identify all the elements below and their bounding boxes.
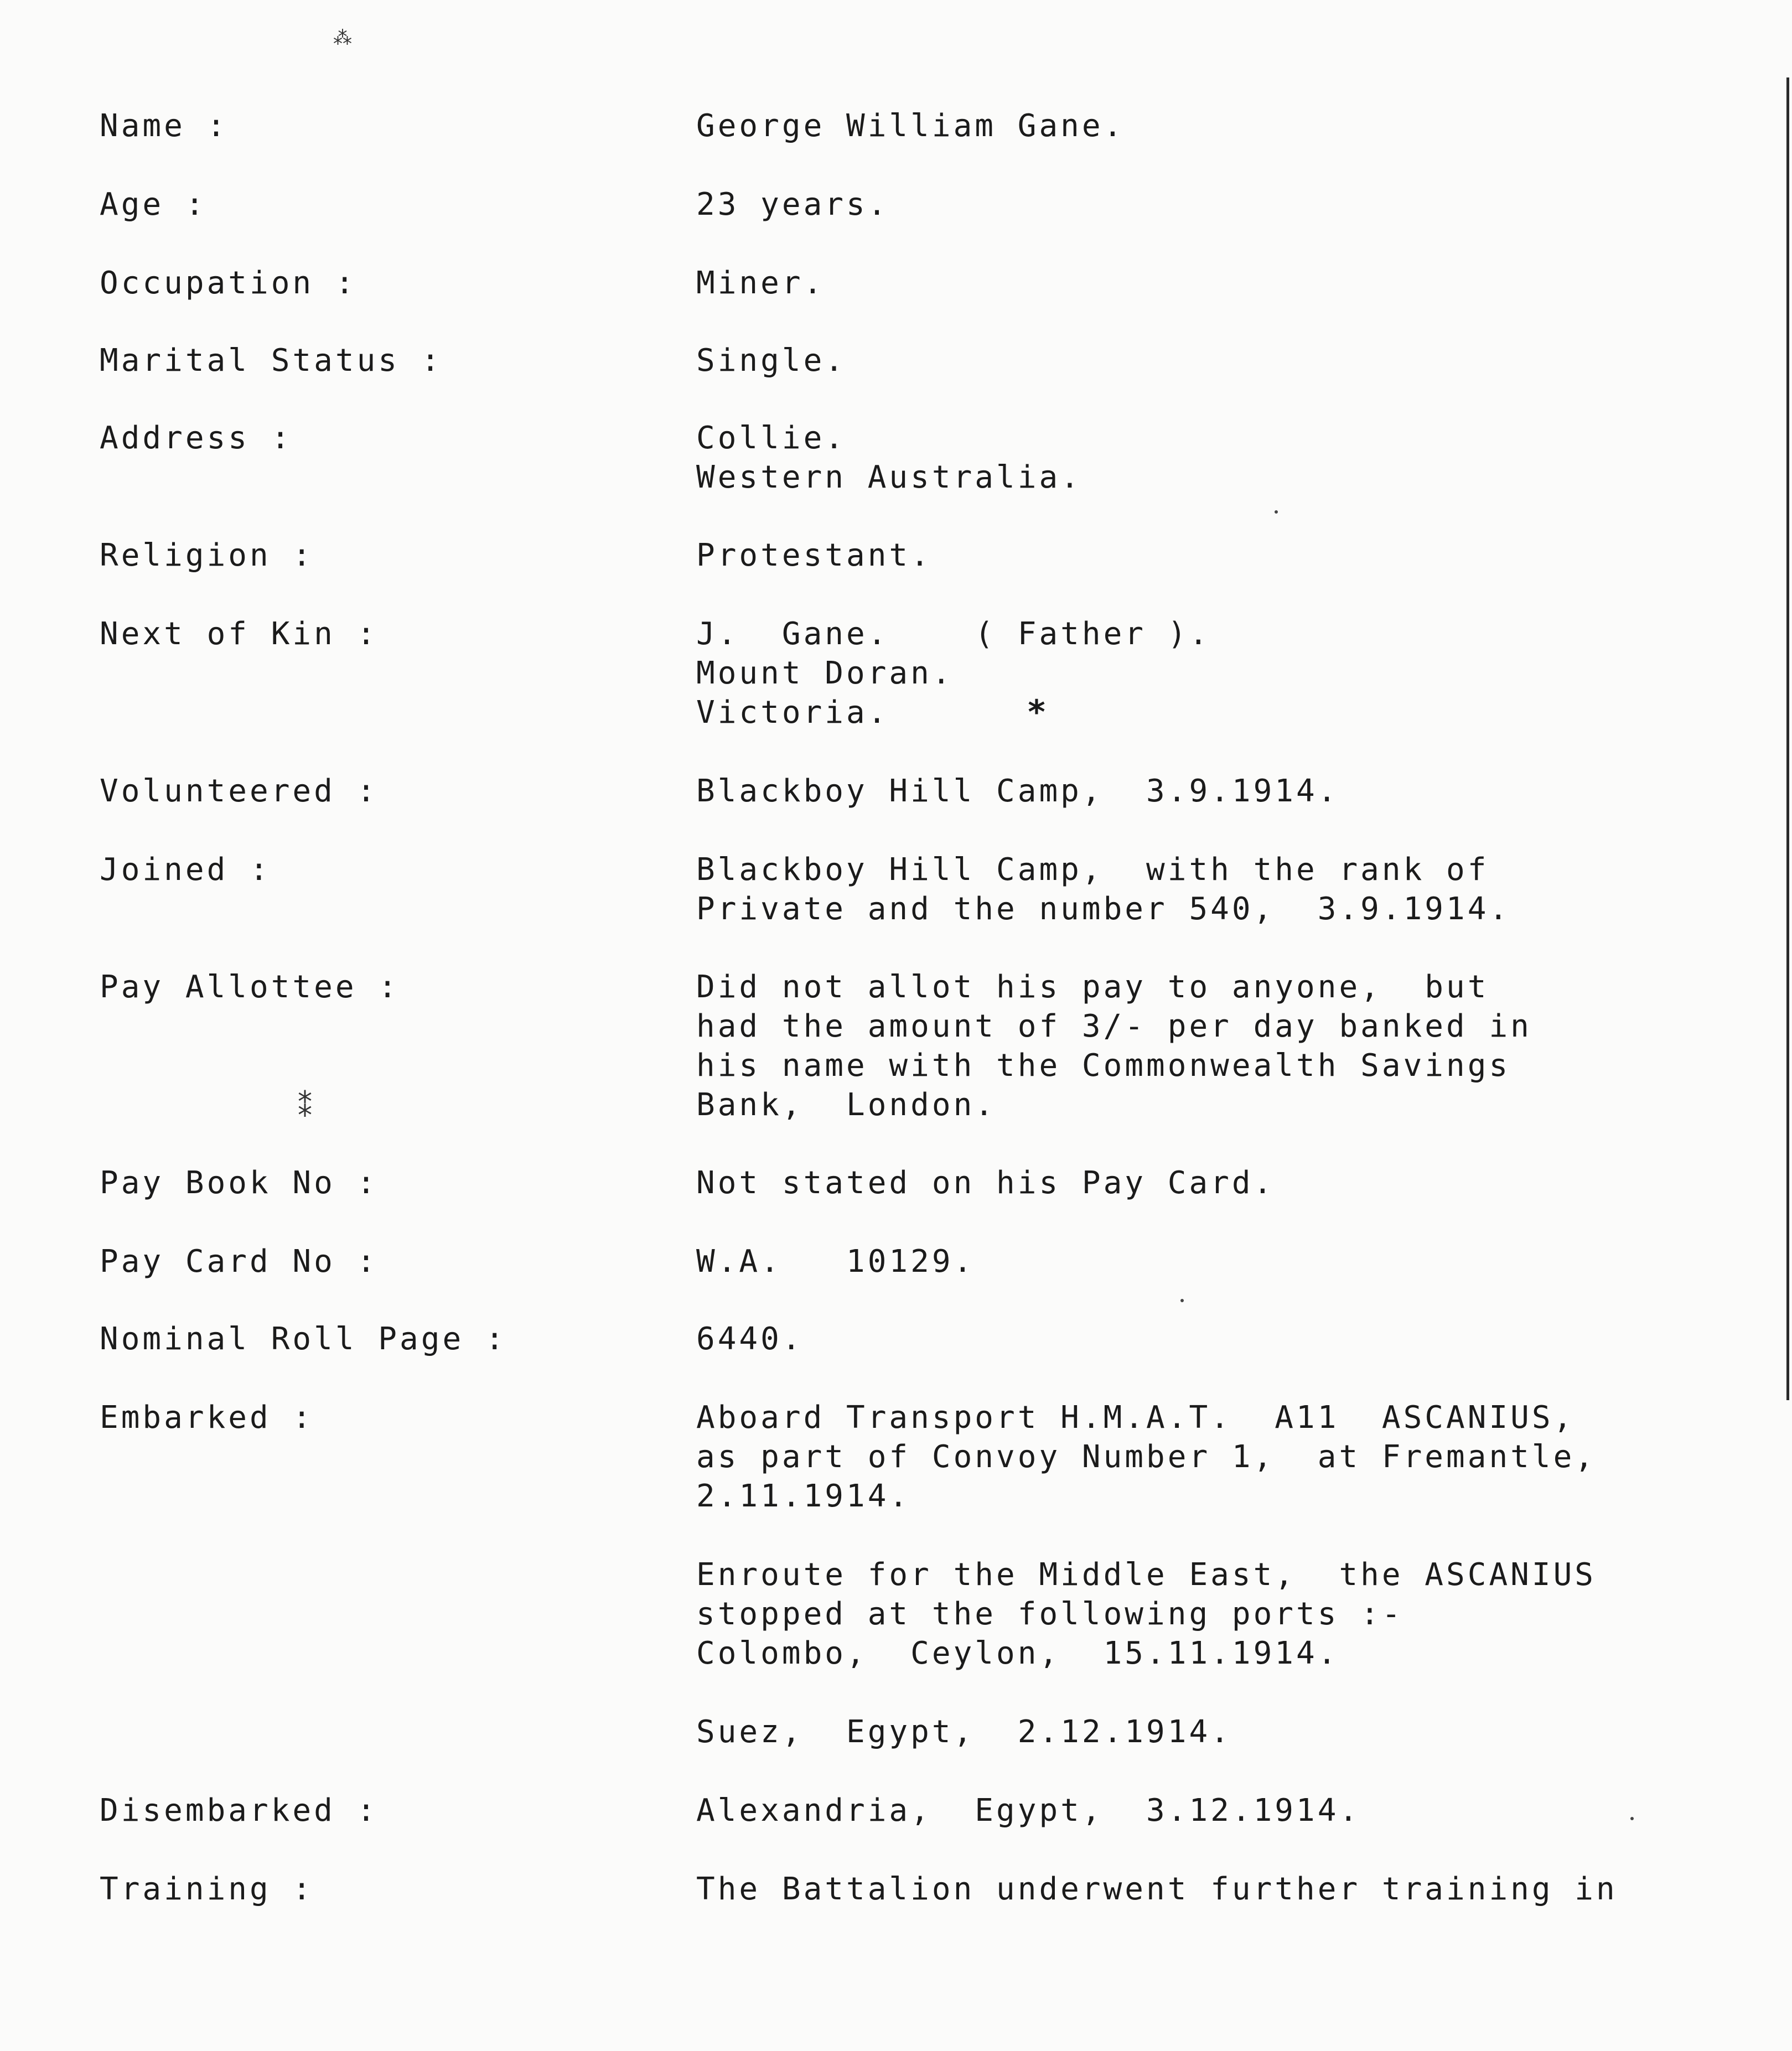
field-value-line: Suez, Egypt, 2.12.1914. [696,1714,1232,1750]
field-value-line: Blackboy Hill Camp, with the rank of [696,852,1489,888]
field-value-line: George William Gane. [696,108,1125,144]
field-label: Training : [100,1871,314,1907]
field-value-line: Protestant. [696,537,932,573]
field-value-line: 6440. [696,1321,804,1357]
field-label: Embarked : [100,1400,314,1436]
field-value-line: had the amount of 3/- per day banked in [696,1008,1532,1044]
field-label: Address : [100,420,293,456]
field-label: Pay Card No : [100,1244,379,1280]
field-label: Occupation : [100,265,357,301]
field-value-line: Blackboy Hill Camp, 3.9.1914. [696,773,1339,809]
scan-smudge: ⁑ [298,1091,312,1124]
scan-speck: ⁂ [333,27,352,49]
field-value-line: Collie. [696,420,847,456]
field-value-line: Victoria. [696,695,889,731]
field-value-line: Single. [696,343,847,379]
field-value-line: Enroute for the Middle East, the ASCANIUS [696,1557,1597,1593]
field-label: Next of Kin : [100,616,379,652]
field-label: Pay Book No : [100,1165,379,1201]
field-value-line: Western Australia. [696,459,1082,495]
field-value-line: Miner. [696,265,825,301]
field-value-line: stopped at the following ports :- [696,1596,1403,1632]
field-value-line: his name with the Commonwealth Savings [696,1048,1511,1084]
field-value-line: Private and the number 540, 3.9.1914. [696,891,1511,927]
field-label: Disembarked : [100,1793,379,1829]
field-label: Pay Allottee : [100,969,400,1005]
field-label: Marital Status : [100,343,443,379]
field-value-line: Mount Doran. [696,655,954,691]
field-value-line: W.A. 10129. [696,1244,975,1280]
field-value-line: Not stated on his Pay Card. [696,1165,1275,1201]
field-value-line: J. Gane. ( Father ). [696,616,1211,652]
field-value-line: 2.11.1914. [696,1478,911,1514]
field-value-line: Alexandria, Egypt, 3.12.1914. [696,1793,1361,1829]
field-label: Nominal Roll Page : [100,1321,507,1357]
field-value-line: Colombo, Ceylon, 15.11.1914. [696,1635,1339,1671]
field-label: Name : [100,108,229,144]
field-value-line: Did not allot his pay to anyone, but [696,969,1489,1005]
field-value-line: 23 years. [696,187,889,222]
field-value-line: Bank, London. [696,1087,997,1123]
asterisk-mark: * [1027,693,1047,732]
field-value-line: Aboard Transport H.M.A.T. A11 ASCANIUS, [696,1400,1575,1436]
field-value-line: The Battalion underwent further training in [696,1871,1618,1907]
field-label: Joined : [100,852,271,888]
field-label: Religion : [100,537,314,573]
field-value-line: as part of Convoy Number 1, at Fremantle, [696,1439,1597,1475]
field-label: Volunteered : [100,773,379,809]
field-label: Age : [100,187,207,222]
